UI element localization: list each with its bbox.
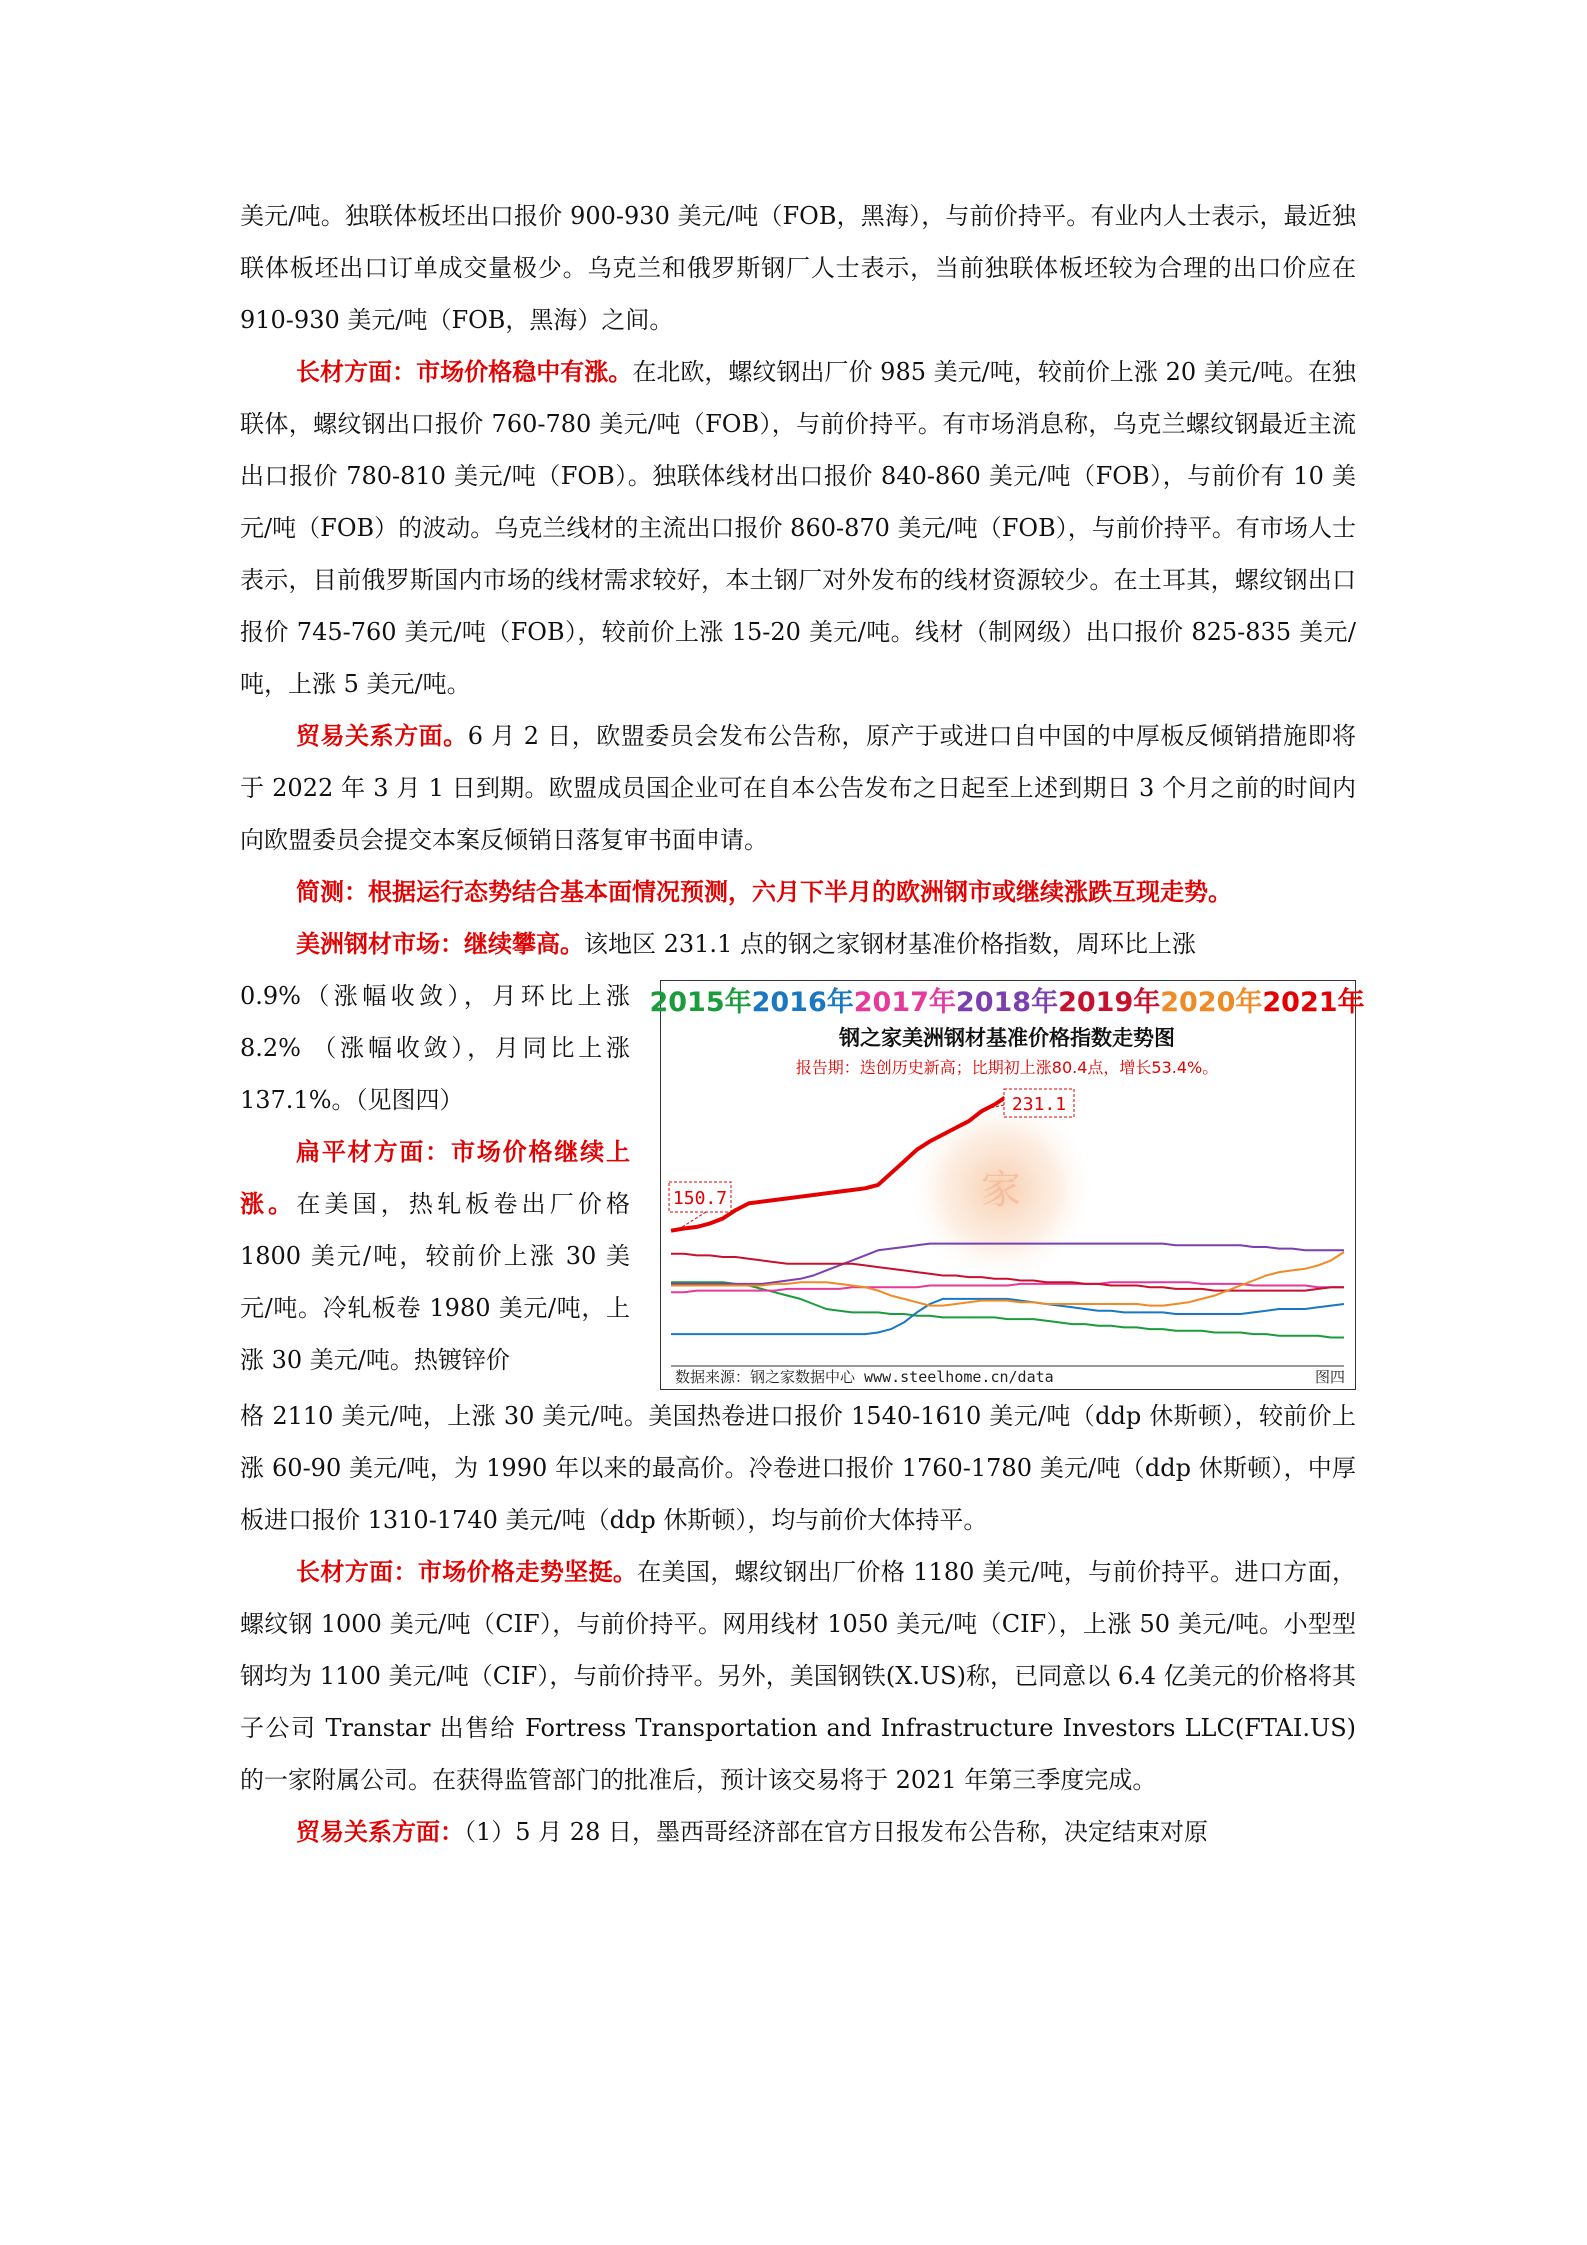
paragraph-body: 该地区 231.1 点的钢之家钢材基准价格指数，周环比上涨 bbox=[584, 930, 1196, 958]
year-label-6: 2021年 bbox=[1262, 987, 1365, 1018]
figure-side-text bbox=[240, 970, 630, 1386]
year-label-4: 2019年 bbox=[1058, 987, 1161, 1018]
start-label: 150.7 bbox=[672, 1188, 728, 1209]
year-label-1: 2016年 bbox=[751, 987, 854, 1018]
start-label-callout bbox=[669, 1182, 731, 1229]
paragraph-body: 在北欧，螺纹钢出厂价 985 美元/吨，较前价上涨 20 美元/吨。在独联体，螺纹钢出口报价 760-780 美元/吨（FOB），与前价持平。有市场消息称，乌克兰螺纹钢最近主流出口报价 780-810 美元/吨（FOB）。独联体线材出口报价 840-860 美元/吨（FOB），与前价有 10 美元/吨（FOB）的波动。乌克兰线材的主流出口报价 860-870 美元/吨（FOB），与前价持平。有市场人士表示，目前俄罗斯国内市场的线材需求较好，本土钢厂对外发布的线材资源较少。在土耳其，螺纹钢出口报价 745-760 美元/吨（FOB），较前价上涨 15-20 美元/吨。线材（制网级）出口报价 825-835 美元/吨，上涨 5 美元/吨。 bbox=[240, 358, 1356, 698]
paragraph-flat-products-americas bbox=[240, 1126, 630, 1386]
paragraph-body: 在美国，热轧板卷出厂价格 1800 美元/吨，较前价上涨 30 美元/吨。冷轧板卷 1980 美元/吨，上涨 30 美元/吨。热镀锌价 bbox=[240, 1190, 631, 1374]
section-heading: 贸易关系方面： bbox=[296, 1817, 464, 1846]
series-line-2016 bbox=[671, 1299, 1344, 1334]
section-heading: 贸易关系方面。 bbox=[296, 721, 468, 750]
chart-year-title bbox=[649, 986, 1364, 1018]
paragraph-long-products-americas bbox=[240, 1546, 1356, 1806]
paragraph-body: 6 月 2 日，欧盟委员会发布公告称，原产于或进口自中国的中厚板反倾销措施即将于 2022 年 3 月 1 日到期。欧盟成员国企业可在自本公告发布之日起至上述到期日 3 个月之前的时间内向欧盟委员会提交本案反倾销日落复审书面申请。 bbox=[240, 722, 1357, 854]
chart-svg bbox=[649, 981, 1365, 1388]
section-heading: 长材方面：市场价格走势坚挺。 bbox=[296, 1557, 638, 1586]
paragraph-forecast: 简测：根据运行态势结合基本面情况预测，六月下半月的欧洲钢市或继续涨跌互现走势。 bbox=[296, 877, 1232, 906]
section-heading: 长材方面：市场价格稳中有涨。 bbox=[296, 357, 633, 386]
year-label-3: 2018年 bbox=[955, 987, 1059, 1018]
chart-subtitle: 报告期：迭创历史新高；比期初上涨80.4点，增长53.4%。 bbox=[795, 1058, 1219, 1077]
paragraph-trade-relations-eu bbox=[240, 710, 1356, 866]
end-label: 231.1 bbox=[1011, 1094, 1067, 1115]
section-heading: 扁平材方面：市场价格继续上涨。 bbox=[240, 1137, 630, 1218]
section-heading: 美洲钢材市场：继续攀高。 bbox=[296, 929, 584, 958]
paragraph-americas-index: 0.9%（涨幅收敛），月环比上涨 8.2% （涨幅收敛），月同比上涨 137.1%。（见图四） bbox=[240, 982, 630, 1114]
year-label-5: 2020年 bbox=[1160, 987, 1263, 1018]
figure-label: 图四 bbox=[1314, 1368, 1345, 1386]
paragraph-long-products-europe bbox=[240, 346, 1356, 710]
paragraph-americas-intro bbox=[240, 918, 1356, 970]
paragraph-body: （1）5 月 28 日，墨西哥经济部在官方日报发布公告称，决定结束对原 bbox=[464, 1818, 1208, 1846]
year-label-0: 2015年 bbox=[649, 987, 752, 1018]
paragraph-body: 在美国，螺纹钢出厂价格 1180 美元/吨，与前价持平。进口方面，螺纹钢 1000 美元/吨（CIF），与前价持平。网用线材 1050 美元/吨（CIF），上涨 50 美元/吨。小型型钢均为 1100 美元/吨（CIF），与前价持平。另外，美国钢铁(X.US)称，已同意以 6.4 亿美元的价格将其子公司 Transtar 出售给 Fortress Transportation and Infrastructure Investors LLC(FTAI.US)的一家附属公司。在获得监管部门的批准后，预计该交易将于 2021 年第三季度完成。 bbox=[240, 1558, 1357, 1794]
paragraph-trade-relations-mexico bbox=[240, 1806, 1356, 1858]
chart-source: 数据来源：钢之家数据中心 www.steelhome.cn/data bbox=[675, 1368, 1054, 1386]
price-index-chart bbox=[649, 980, 1365, 1390]
paragraph-cis-slab: 美元/吨。独联体板坯出口报价 900-930 美元/吨（FOB，黑海），与前价持平。有业内人士表示，最近独联体板坯出口订单成交量极少。乌克兰和俄罗斯钢厂人士表示，当前独联体板坯较为合理的出口价应在 910-930 美元/吨（FOB，黑海）之间。 bbox=[240, 202, 1356, 334]
text-with-figure bbox=[240, 970, 1365, 1390]
document-page bbox=[240, 190, 1365, 1858]
watermark-glyph: 家 bbox=[981, 1167, 1021, 1213]
year-label-2: 2017年 bbox=[853, 987, 956, 1018]
chart-title: 钢之家美洲钢材基准价格指数走势图 bbox=[839, 1026, 1175, 1050]
paragraph-flat-products-continued: 格 2110 美元/吨，上涨 30 美元/吨。美国热卷进口报价 1540-1610 美元/吨（ddp 休斯顿），较前价上涨 60-90 美元/吨，为 1990 年以来的最高价。冷卷进口报价 1760-1780 美元/吨（ddp 休斯顿），中厚板进口报价 1310-1740 美元/吨（ddp 休斯顿），均与前价大体持平。 bbox=[240, 1402, 1356, 1534]
